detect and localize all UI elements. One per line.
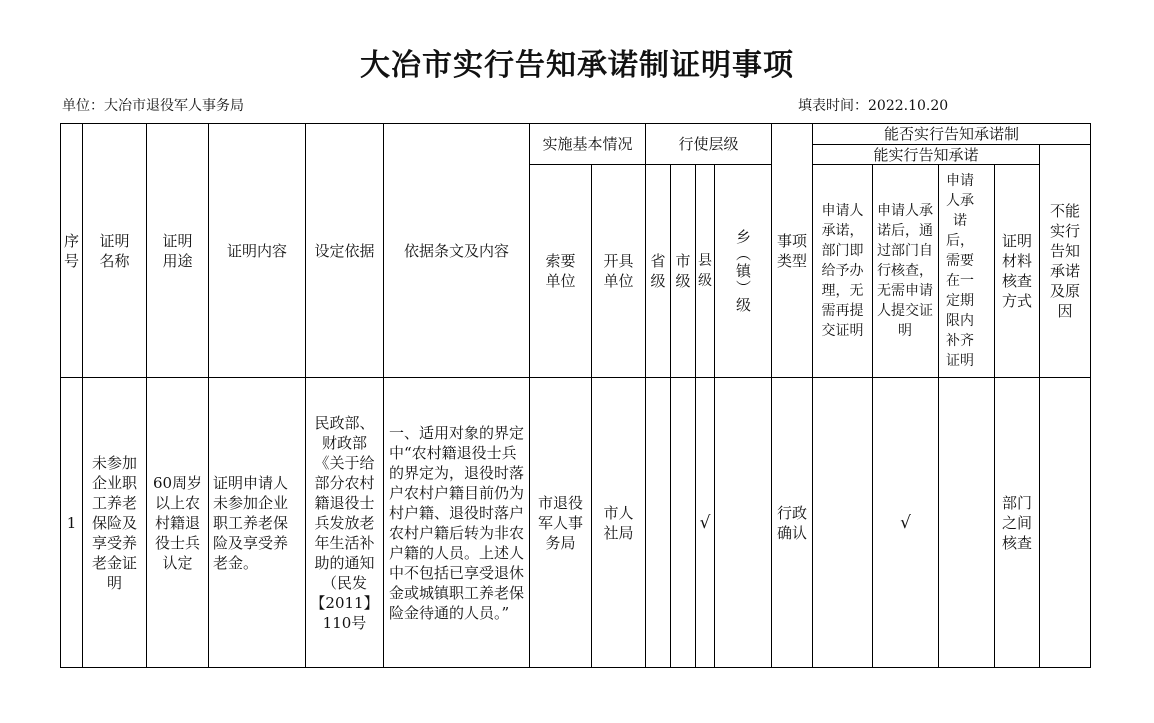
row-purpose: 60周岁以上农村籍退役士兵认定 <box>152 473 203 572</box>
header-province: 省级 <box>650 252 666 290</box>
header-clause: 依据条文及内容 <box>403 241 509 260</box>
fill-date: 填表时间：2022.10.20 <box>798 98 949 114</box>
header-name: 证明名称 <box>99 231 130 270</box>
header-opt2: 申请人承诺后，通过部门自行核查，无需申请人提交证明 <box>877 203 933 339</box>
document-title: 大冶市实行告知承诺制证明事项 <box>360 48 794 83</box>
header-verify: 证明材料核查方式 <box>1001 232 1032 310</box>
header-impl: 实施基本情况 <box>542 135 633 153</box>
row-item-type: 行政确认 <box>776 503 807 542</box>
header-content: 证明内容 <box>226 241 287 260</box>
header-town: 乡（镇）级 <box>734 228 752 314</box>
header-level: 行使层级 <box>678 135 739 153</box>
row-basis: 民政部、财政部《关于给部分农村籍退役士兵发放老年生活补助的通知（民发【2011】110号 <box>310 413 379 632</box>
header-item-type: 事项类型 <box>776 231 807 270</box>
row-clause: 一、适用对象的界定中“农村籍退役士兵的界定为，退役时落户农村户籍目前仍为村户籍、退役时落户农村户籍后转为非农户籍的人员。上述人中不包括已享受退休金或城镇职工养老保险金待通的人员。” <box>389 423 525 622</box>
grid-line <box>60 667 1091 668</box>
header-require-unit: 索要单位 <box>545 252 576 290</box>
header-seq: 序号 <box>63 231 79 270</box>
row-content: 证明申请人未参加企业职工养老保险及享受养老金。 <box>213 473 289 572</box>
header-purpose: 证明用途 <box>162 231 193 270</box>
row-seq: 1 <box>66 513 77 532</box>
header-issue-unit: 开具单位 <box>603 252 634 290</box>
header-basis: 设定依据 <box>314 241 375 260</box>
row-require-unit: 市退役军人事务局 <box>537 493 583 552</box>
header-opt3: 申请人承诺后，需要在一定期限内补齐证明 <box>946 173 974 369</box>
row-opt2-check: √ <box>900 512 911 533</box>
header-opt1: 申请人承诺，部门即给予办理，无需再提交证明 <box>821 203 864 339</box>
grid-line <box>1090 123 1091 668</box>
header-cannot: 不能实行告知承诺及原因 <box>1049 202 1080 320</box>
row-verify: 部门之间核查 <box>1001 493 1032 552</box>
header-can-do: 能否实行告知承诺制 <box>883 125 1019 143</box>
row-issue-unit: 市人社局 <box>603 503 634 542</box>
header-county: 县级 <box>698 253 712 289</box>
header-can: 能实行告知承诺 <box>873 145 979 164</box>
row-name: 未参加企业职工养老保险及享受养老金证明 <box>91 453 137 592</box>
unit-label: 单位：大冶市退役军人事务局 <box>62 98 244 114</box>
row-county-check: √ <box>699 512 711 533</box>
header-city: 市级 <box>675 252 691 290</box>
